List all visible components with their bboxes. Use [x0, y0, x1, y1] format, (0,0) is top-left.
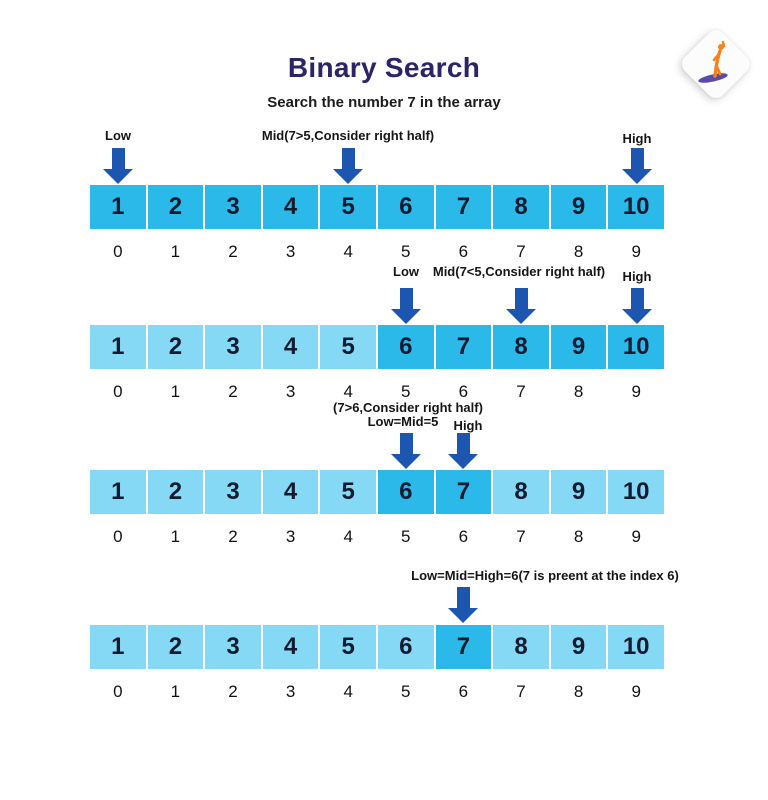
step-3-annotations [90, 400, 664, 470]
index-label: 6 [458, 682, 469, 701]
step-3 [90, 400, 664, 547]
label-low-mid: Low=Mid=5 [367, 414, 439, 429]
step-4 [90, 568, 679, 702]
array-cell: 4 [263, 470, 319, 514]
label-high: High [622, 131, 652, 146]
index-label: 0 [113, 527, 123, 546]
index-label: 4 [343, 527, 353, 546]
array-cell: 3 [205, 185, 261, 229]
index-label: 9 [631, 242, 641, 261]
array-cell: 3 [205, 325, 261, 369]
array-cell: 9 [551, 185, 607, 229]
index-label: 1 [170, 527, 181, 546]
index-label: 3 [285, 682, 296, 701]
array-cell: 5 [320, 325, 376, 369]
index-label: 8 [573, 382, 584, 401]
step-4-array [90, 625, 664, 669]
array-cell: 9 [551, 625, 607, 669]
array-cell: 1 [90, 625, 146, 669]
index-label: 1 [170, 242, 181, 261]
array-cell: 9 [551, 470, 607, 514]
index-label: 3 [285, 382, 296, 401]
label-condition: (7>6,Consider right half) [333, 400, 483, 415]
index-label: 6 [458, 527, 469, 546]
array-cell: 6 [378, 185, 434, 229]
array-cell: 2 [148, 625, 204, 669]
label-low: Low [393, 264, 419, 279]
index-label: 8 [573, 242, 584, 261]
index-label: 1 [170, 382, 181, 401]
page-subtitle: Search the number 7 in the array [267, 94, 501, 111]
label-mid: Mid(7<5,Consider right half) [432, 264, 606, 279]
array-cell: 3 [205, 625, 261, 669]
step-2 [90, 262, 664, 402]
array-cell: 6 [378, 325, 434, 369]
array-cell: 10 [608, 470, 664, 514]
index-label: 7 [516, 682, 526, 701]
index-label: 3 [285, 527, 296, 546]
index-label: 2 [228, 682, 238, 701]
array-cell: 4 [263, 325, 319, 369]
low-arrow-icon [103, 148, 133, 184]
array-cell: 8 [493, 325, 549, 369]
index-label: 9 [631, 682, 641, 701]
step-1-annotations [90, 128, 664, 185]
index-label: 5 [401, 242, 411, 261]
index-label: 0 [113, 242, 123, 261]
index-label: 4 [343, 382, 353, 401]
array-cell: 2 [148, 185, 204, 229]
label-low: Low [105, 128, 131, 143]
array-cell: 3 [205, 470, 261, 514]
step-1-indexes [90, 242, 664, 262]
array-cell: 10 [608, 185, 664, 229]
step-4-indexes [90, 682, 664, 702]
page-title: Binary Search [287, 52, 481, 83]
array-cell: 8 [493, 470, 549, 514]
low-mid-arrow-icon [391, 433, 421, 469]
index-label: 2 [228, 242, 238, 261]
index-label: 2 [228, 382, 238, 401]
step-4-annotations [90, 568, 679, 625]
index-label: 8 [573, 682, 584, 701]
array-cell: 7 [436, 185, 492, 229]
index-label: 9 [631, 382, 641, 401]
index-label: 5 [401, 382, 411, 401]
array-cell: 2 [148, 470, 204, 514]
array-cell: 9 [551, 325, 607, 369]
index-label: 3 [285, 242, 296, 261]
index-label: 0 [113, 682, 123, 701]
array-cell: 5 [320, 625, 376, 669]
array-cell: 6 [378, 625, 434, 669]
index-label: 7 [516, 242, 526, 261]
array-cell: 7 [436, 625, 492, 669]
index-label: 7 [516, 527, 526, 546]
index-label: 5 [401, 682, 411, 701]
index-label: 8 [573, 527, 584, 546]
step-3-array [90, 470, 664, 514]
array-cell: 7 [436, 325, 492, 369]
array-cell: 1 [90, 185, 146, 229]
step-3-indexes [90, 527, 664, 547]
high-arrow-icon [622, 288, 652, 324]
label-high: High [453, 418, 483, 433]
array-cell: 6 [378, 470, 434, 514]
label-high: High [622, 269, 652, 284]
index-label: 4 [343, 682, 353, 701]
step-2-array [90, 325, 664, 369]
low-arrow-icon [391, 288, 421, 324]
array-cell: 1 [90, 325, 146, 369]
index-label: 2 [228, 527, 238, 546]
index-label: 6 [458, 242, 469, 261]
index-label: 7 [516, 382, 526, 401]
array-cell: 1 [90, 470, 146, 514]
index-label: 5 [401, 527, 411, 546]
array-cell: 5 [320, 470, 376, 514]
step-2-indexes [90, 382, 664, 402]
array-cell: 10 [608, 325, 664, 369]
array-cell: 2 [148, 325, 204, 369]
array-cell: 4 [263, 625, 319, 669]
array-cell: 10 [608, 625, 664, 669]
array-cell: 8 [493, 625, 549, 669]
mid-arrow-icon [333, 148, 363, 184]
step-2-annotations [90, 262, 664, 325]
label-mid: Mid(7>5,Consider right half) [261, 128, 435, 143]
label-result: Low=Mid=High=6(7 is preent at the index 6) [411, 568, 679, 583]
array-cell: 7 [436, 470, 492, 514]
logo-figure-icon [694, 40, 738, 90]
result-arrow-icon [448, 587, 478, 623]
index-label: 4 [343, 242, 353, 261]
array-cell: 5 [320, 185, 376, 229]
step-1-array [90, 185, 664, 229]
array-cell: 4 [263, 185, 319, 229]
step-1 [90, 128, 664, 262]
brand-logo [672, 26, 758, 104]
index-label: 6 [458, 382, 469, 401]
high-arrow-icon [448, 433, 478, 469]
index-label: 9 [631, 527, 641, 546]
index-label: 0 [113, 382, 123, 401]
mid-arrow-icon [506, 288, 536, 324]
high-arrow-icon [622, 148, 652, 184]
array-cell: 8 [493, 185, 549, 229]
index-label: 1 [170, 682, 181, 701]
